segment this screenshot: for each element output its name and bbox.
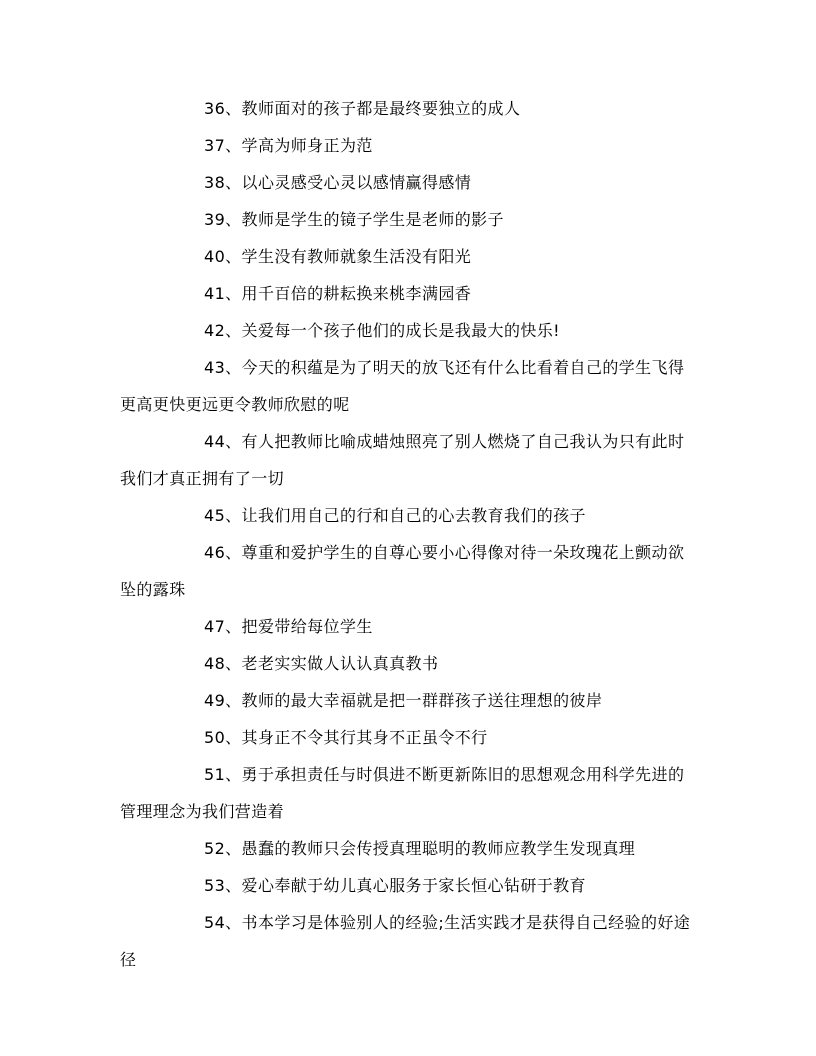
list-item: 42、关爱每一个孩子他们的成长是我最大的快乐! [204, 321, 560, 340]
document-body [120, 90, 696, 978]
list-item: 37、学高为师身正为范 [204, 136, 373, 155]
list-item: 36、教师面对的孩子都是最终要独立的成人 [204, 99, 521, 118]
list-item: 48、老老实实做人认认真真教书 [204, 654, 439, 673]
list-item: 47、把爱带给每位学生 [204, 617, 373, 636]
list-item: 45、让我们用自己的行和自己的心去教育我们的孩子 [204, 506, 586, 525]
list-item: 53、爱心奉献于幼儿真心服务于家长恒心钻研于教育 [204, 876, 586, 895]
list-item: 41、用千百倍的耕耘换来桃李满园香 [204, 284, 472, 303]
list-item: 40、学生没有教师就象生活没有阳光 [204, 247, 472, 266]
list-item: 46、尊重和爱护学生的自尊心要小心得像对待一朵玫瑰花上颤动欲坠的露珠 [120, 543, 685, 599]
list-item: 38、以心灵感受心灵以感情赢得感情 [204, 173, 472, 192]
list-item: 50、其身正不令其行其身不正虽令不行 [204, 728, 488, 747]
list-item: 43、今天的积蕴是为了明天的放飞还有什么比看着自己的学生飞得更高更快更远更令教师欣慰的呢 [120, 358, 685, 414]
list-item: 44、有人把教师比喻成蜡烛照亮了别人燃烧了自己我认为只有此时我们才真正拥有了一切 [120, 432, 685, 488]
list-item: 54、书本学习是体验别人的经验;生活实践才是获得自己经验的好途径 [120, 913, 691, 969]
list-item: 49、教师的最大幸福就是把一群群孩子送往理想的彼岸 [204, 691, 603, 710]
list-item: 51、勇于承担责任与时俱进不断更新陈旧的思想观念用科学先进的管理理念为我们营造着 [120, 765, 685, 821]
list-item: 52、愚蠢的教师只会传授真理聪明的教师应教学生发现真理 [204, 839, 636, 858]
list-item: 39、教师是学生的镜子学生是老师的影子 [204, 210, 504, 229]
